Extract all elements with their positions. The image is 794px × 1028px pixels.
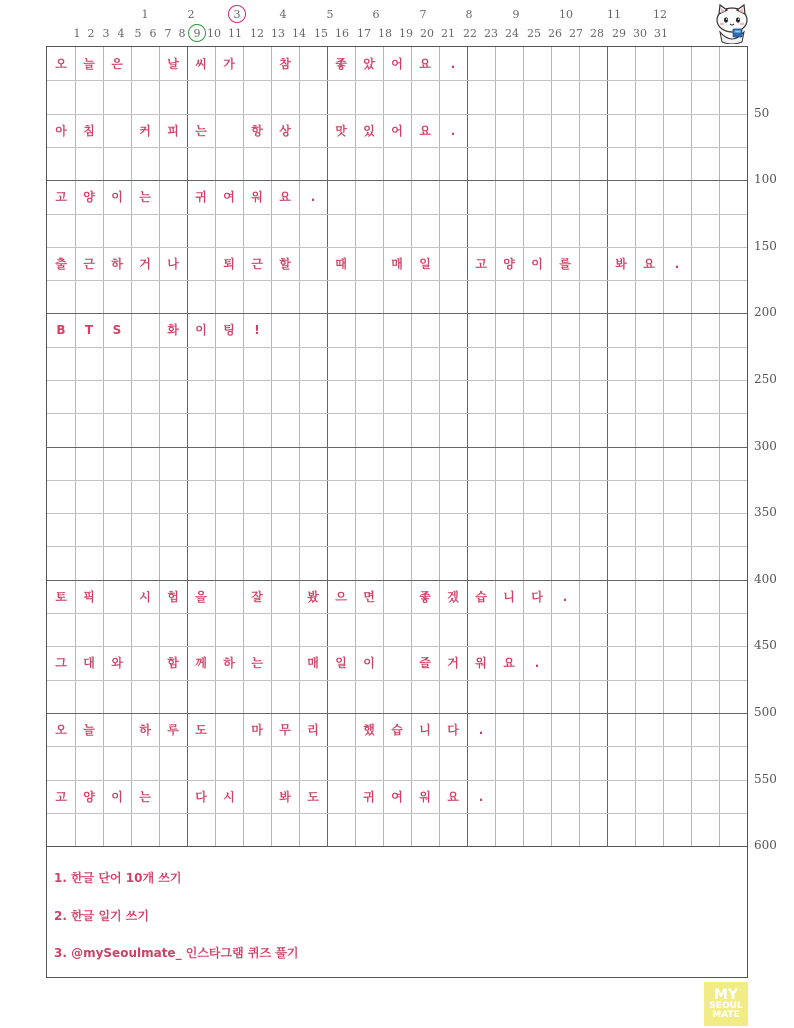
day-2[interactable]: 2: [87, 27, 95, 40]
month-9[interactable]: 9: [512, 8, 520, 21]
grid-cell[interactable]: .: [562, 589, 568, 604]
grid-cell[interactable]: .: [450, 123, 456, 138]
day-31[interactable]: 31: [654, 27, 668, 40]
grid-cell[interactable]: 어: [391, 124, 403, 138]
day-7[interactable]: 7: [164, 27, 172, 40]
day-14[interactable]: 14: [292, 27, 306, 40]
month-5[interactable]: 5: [326, 8, 334, 21]
day-4[interactable]: 4: [117, 27, 125, 40]
grid-cell[interactable]: 그: [55, 656, 67, 670]
grid-row-line: [47, 746, 747, 747]
month-12[interactable]: 12: [653, 8, 667, 21]
day-8[interactable]: 8: [178, 27, 186, 40]
day-13[interactable]: 13: [271, 27, 285, 40]
grid-cell[interactable]: [131, 646, 159, 679]
grid-cell[interactable]: S: [112, 322, 122, 337]
grid-cell[interactable]: 나: [167, 257, 179, 271]
selected-month-circle: [228, 5, 246, 23]
sentence-row: [47, 114, 747, 147]
grid-cell[interactable]: 을: [195, 590, 207, 604]
grid-cell[interactable]: 봐: [615, 257, 627, 271]
grid-cell[interactable]: [187, 247, 215, 280]
day-3[interactable]: 3: [102, 27, 110, 40]
character-count-400: 400: [754, 572, 777, 586]
day-25[interactable]: 25: [527, 27, 541, 40]
grid-cell[interactable]: 근: [251, 257, 263, 271]
grid-cell[interactable]: [579, 247, 607, 280]
grid-cell[interactable]: 습: [391, 723, 403, 737]
writing-sheet: [46, 46, 748, 978]
sentence-row: [47, 313, 747, 346]
character-count-600: 600: [754, 838, 777, 852]
task-item-3: 3. @mySeoulmate_ 인스타그램 퀴즈 풀기: [54, 946, 299, 960]
sentence-row: [47, 580, 747, 613]
grid-cell[interactable]: 양: [83, 790, 95, 804]
grid-row-line: [47, 347, 747, 348]
grid-cell[interactable]: 시: [139, 590, 151, 604]
character-count-50: 50: [754, 106, 770, 120]
grid-row-line: [47, 280, 747, 281]
grid-cell[interactable]: !: [254, 322, 260, 337]
grid-cell[interactable]: [215, 114, 243, 147]
grid-cell[interactable]: .: [674, 256, 680, 271]
grid-cell[interactable]: 았: [363, 57, 375, 71]
grid-cell[interactable]: 매: [307, 656, 319, 670]
grid-cell[interactable]: 워: [475, 656, 487, 670]
grid-cell[interactable]: 늘: [83, 57, 95, 71]
grid-cell[interactable]: 이: [195, 323, 207, 337]
day-10[interactable]: 10: [207, 27, 221, 40]
grid-cell[interactable]: 겠: [447, 590, 459, 604]
day-18[interactable]: 18: [378, 27, 392, 40]
grid-cell[interactable]: 요: [419, 57, 431, 71]
grid-cell[interactable]: 있: [363, 124, 375, 138]
grid-cell[interactable]: 으: [335, 590, 347, 604]
task-item-1: 1. 한글 단어 10개 쓰기: [54, 871, 182, 885]
grid-cell[interactable]: 니: [503, 590, 515, 604]
character-count-350: 350: [754, 505, 777, 519]
month-11[interactable]: 11: [607, 8, 621, 21]
character-count-450: 450: [754, 638, 777, 652]
grid-cell[interactable]: 잘: [251, 590, 263, 604]
grid-cell[interactable]: [159, 180, 187, 213]
grid-cell[interactable]: [159, 780, 187, 813]
grid-cell[interactable]: .: [534, 655, 540, 670]
grid-cell[interactable]: [103, 114, 131, 147]
grid-row-line: [47, 147, 747, 148]
grid-cell[interactable]: 거: [139, 257, 151, 271]
grid-row-line: [47, 380, 747, 381]
grid-cell[interactable]: 봤: [307, 590, 319, 604]
grid-cell[interactable]: 때: [335, 257, 347, 271]
grid-cell[interactable]: 출: [55, 257, 67, 271]
grid-cell[interactable]: [383, 646, 411, 679]
grid-cell[interactable]: [215, 580, 243, 613]
task-item-2: 2. 한글 일기 쓰기: [54, 909, 149, 923]
grid-cell[interactable]: [355, 247, 383, 280]
grid-cell[interactable]: 시: [223, 790, 235, 804]
grid-cell[interactable]: 도: [307, 790, 319, 804]
grid-cell[interactable]: 도: [195, 723, 207, 737]
grid-cell[interactable]: 즐: [419, 656, 431, 670]
grid-cell[interactable]: 씨: [195, 57, 207, 71]
grid-cell[interactable]: 참: [279, 57, 291, 71]
day-16[interactable]: 16: [335, 27, 349, 40]
grid-cell[interactable]: 요: [447, 790, 459, 804]
selected-day-circle: [188, 24, 206, 42]
grid-row-line: [47, 447, 747, 448]
character-count-250: 250: [754, 372, 777, 386]
grid-cell[interactable]: 는: [139, 190, 151, 204]
grid-cell[interactable]: .: [450, 56, 456, 71]
day-9[interactable]: 9: [193, 27, 201, 40]
character-count-100: 100: [754, 172, 777, 186]
month-6[interactable]: 6: [372, 8, 380, 21]
grid-cell[interactable]: [103, 580, 131, 613]
grid-cell[interactable]: 다: [195, 790, 207, 804]
grid-cell[interactable]: 고: [55, 790, 67, 804]
day-24[interactable]: 24: [505, 27, 519, 40]
day-23[interactable]: 23: [484, 27, 498, 40]
day-22[interactable]: 22: [463, 27, 477, 40]
grid-row-line: [47, 613, 747, 614]
character-count-500: 500: [754, 705, 777, 719]
grid-cell[interactable]: 면: [363, 590, 375, 604]
grid-cell[interactable]: 늘: [83, 723, 95, 737]
grid-cell[interactable]: [131, 47, 159, 80]
grid-cell[interactable]: 습: [475, 590, 487, 604]
grid-row-line: [47, 513, 747, 514]
grid-cell[interactable]: 매: [391, 257, 403, 271]
grid-cell[interactable]: 여: [223, 190, 235, 204]
grid-cell[interactable]: 양: [503, 257, 515, 271]
grid-cell[interactable]: 가: [223, 57, 235, 71]
grid-cell[interactable]: 요: [279, 190, 291, 204]
grid-cell[interactable]: 거: [447, 656, 459, 670]
sentence-row: [47, 247, 747, 280]
grid-cell[interactable]: [131, 313, 159, 346]
day-17[interactable]: 17: [357, 27, 371, 40]
logo-text-mate: MATE: [712, 1010, 740, 1020]
grid-cell[interactable]: 는: [139, 790, 151, 804]
month-8[interactable]: 8: [465, 8, 473, 21]
grid-cell[interactable]: 다: [447, 723, 459, 737]
grid-cell[interactable]: 일: [419, 257, 431, 271]
logo-text-seoul: SEOUL: [709, 1001, 743, 1011]
grid-cell[interactable]: .: [310, 189, 316, 204]
character-count-550: 550: [754, 772, 777, 786]
grid-cell[interactable]: 픽: [83, 590, 95, 604]
grid-cell[interactable]: B: [56, 322, 66, 337]
grid-cell[interactable]: 일: [335, 656, 347, 670]
day-30[interactable]: 30: [633, 27, 647, 40]
grid-cell[interactable]: 할: [279, 257, 291, 271]
day-21[interactable]: 21: [441, 27, 455, 40]
grid-cell[interactable]: [271, 580, 299, 613]
grid-cell[interactable]: [243, 780, 271, 813]
grid-cell[interactable]: 여: [391, 790, 403, 804]
day-1[interactable]: 1: [73, 27, 81, 40]
grid-cell[interactable]: 요: [503, 656, 515, 670]
grid-cell[interactable]: [299, 114, 327, 147]
grid-cell[interactable]: 침: [83, 124, 95, 138]
task-list: [47, 846, 747, 977]
grid-row-line: [47, 413, 747, 414]
grid-row-line: [47, 546, 747, 547]
grid-cell[interactable]: 하: [139, 723, 151, 737]
my-seoul-mate-logo: [704, 982, 748, 1026]
grid-cell[interactable]: 요: [643, 257, 655, 271]
grid-cell[interactable]: [439, 247, 467, 280]
grid-cell[interactable]: 좋: [419, 590, 431, 604]
day-15[interactable]: 15: [314, 27, 328, 40]
month-10[interactable]: 10: [559, 8, 573, 21]
grid-cell[interactable]: [243, 47, 271, 80]
grid-cell[interactable]: 항: [251, 124, 263, 138]
grid-cell[interactable]: 귀: [195, 190, 207, 204]
grid-cell[interactable]: 이: [111, 190, 123, 204]
sentence-row: [47, 180, 747, 213]
grid-cell[interactable]: 했: [363, 723, 375, 737]
month-2[interactable]: 2: [187, 8, 195, 21]
month-1[interactable]: 1: [141, 8, 149, 21]
grid-cell[interactable]: [299, 247, 327, 280]
grid-cell[interactable]: [327, 780, 355, 813]
grid-cell[interactable]: 오: [55, 57, 67, 71]
grid-cell[interactable]: 대: [83, 656, 95, 670]
grid-cell[interactable]: 는: [195, 124, 207, 138]
character-count-300: 300: [754, 439, 777, 453]
sentence-row: [47, 713, 747, 746]
grid-cell[interactable]: 를: [559, 257, 571, 271]
grid-cell[interactable]: 상: [279, 124, 291, 138]
grid-cell[interactable]: 화: [167, 323, 179, 337]
grid-row-line: [47, 680, 747, 681]
sentence-row: [47, 47, 747, 80]
month-7[interactable]: 7: [419, 8, 427, 21]
grid-cell[interactable]: 험: [167, 590, 179, 604]
grid-cell[interactable]: 어: [391, 57, 403, 71]
grid-cell[interactable]: 고: [475, 257, 487, 271]
grid-cell[interactable]: 아: [55, 124, 67, 138]
grid-cell[interactable]: 리: [307, 723, 319, 737]
grid-cell[interactable]: [327, 713, 355, 746]
day-20[interactable]: 20: [420, 27, 434, 40]
grid-cell[interactable]: 루: [167, 723, 179, 737]
grid-cell[interactable]: 는: [251, 656, 263, 670]
grid-cell[interactable]: 봐: [279, 790, 291, 804]
sentence-row: [47, 646, 747, 679]
grid-cell[interactable]: 이: [111, 790, 123, 804]
grid-cell[interactable]: 고: [55, 190, 67, 204]
grid-cell[interactable]: .: [478, 789, 484, 804]
grid-cell[interactable]: 날: [167, 57, 179, 71]
logo-text-my: MY: [713, 987, 739, 1003]
cat-mascot-icon: [712, 2, 752, 44]
character-count-150: 150: [754, 239, 777, 253]
day-5[interactable]: 5: [134, 27, 142, 40]
day-19[interactable]: 19: [399, 27, 413, 40]
day-12[interactable]: 12: [250, 27, 264, 40]
grid-cell[interactable]: 이: [531, 257, 543, 271]
grid-cell[interactable]: 워: [251, 190, 263, 204]
month-3[interactable]: 3: [233, 8, 241, 21]
grid-cell[interactable]: 함: [167, 656, 179, 670]
grid-cell[interactable]: 귀: [363, 790, 375, 804]
grid-cell[interactable]: [383, 580, 411, 613]
grid-row-line: [47, 813, 747, 814]
grid-cell[interactable]: 양: [83, 190, 95, 204]
grid-cell[interactable]: 토: [55, 590, 67, 604]
day-27[interactable]: 27: [569, 27, 583, 40]
sentence-row: [47, 780, 747, 813]
grid-cell[interactable]: [299, 47, 327, 80]
day-28[interactable]: 28: [590, 27, 604, 40]
grid-cell[interactable]: 하: [223, 656, 235, 670]
grid-cell[interactable]: .: [478, 722, 484, 737]
grid-cell[interactable]: 워: [419, 790, 431, 804]
grid-cell[interactable]: 좋: [335, 57, 347, 71]
grid-cell[interactable]: [103, 713, 131, 746]
grid-cell[interactable]: 피: [167, 124, 179, 138]
grid-cell[interactable]: 이: [363, 656, 375, 670]
manuscript-grid: [47, 47, 747, 846]
grid-cell[interactable]: 하: [111, 257, 123, 271]
grid-cell[interactable]: 마: [251, 723, 263, 737]
grid-cell[interactable]: T: [84, 322, 94, 337]
grid-cell[interactable]: 은: [111, 57, 123, 71]
grid-cell[interactable]: 팅: [223, 323, 235, 337]
grid-cell[interactable]: 근: [83, 257, 95, 271]
day-29[interactable]: 29: [612, 27, 626, 40]
grid-cell[interactable]: 무: [279, 723, 291, 737]
grid-cell[interactable]: 퇴: [223, 257, 235, 271]
day-6[interactable]: 6: [149, 27, 157, 40]
grid-cell[interactable]: [271, 646, 299, 679]
day-11[interactable]: 11: [228, 27, 242, 40]
grid-cell[interactable]: 맛: [335, 124, 347, 138]
grid-cell[interactable]: 커: [139, 124, 151, 138]
grid-cell[interactable]: 니: [419, 723, 431, 737]
character-count-200: 200: [754, 305, 777, 319]
grid-row-line: [47, 80, 747, 81]
grid-cell[interactable]: 께: [195, 656, 207, 670]
grid-cell[interactable]: 와: [111, 656, 123, 670]
grid-cell[interactable]: 오: [55, 723, 67, 737]
grid-cell[interactable]: 요: [419, 124, 431, 138]
month-4[interactable]: 4: [279, 8, 287, 21]
grid-row-line: [47, 214, 747, 215]
day-26[interactable]: 26: [548, 27, 562, 40]
grid-row-line: [47, 480, 747, 481]
grid-cell[interactable]: [215, 713, 243, 746]
grid-cell[interactable]: 다: [531, 590, 543, 604]
